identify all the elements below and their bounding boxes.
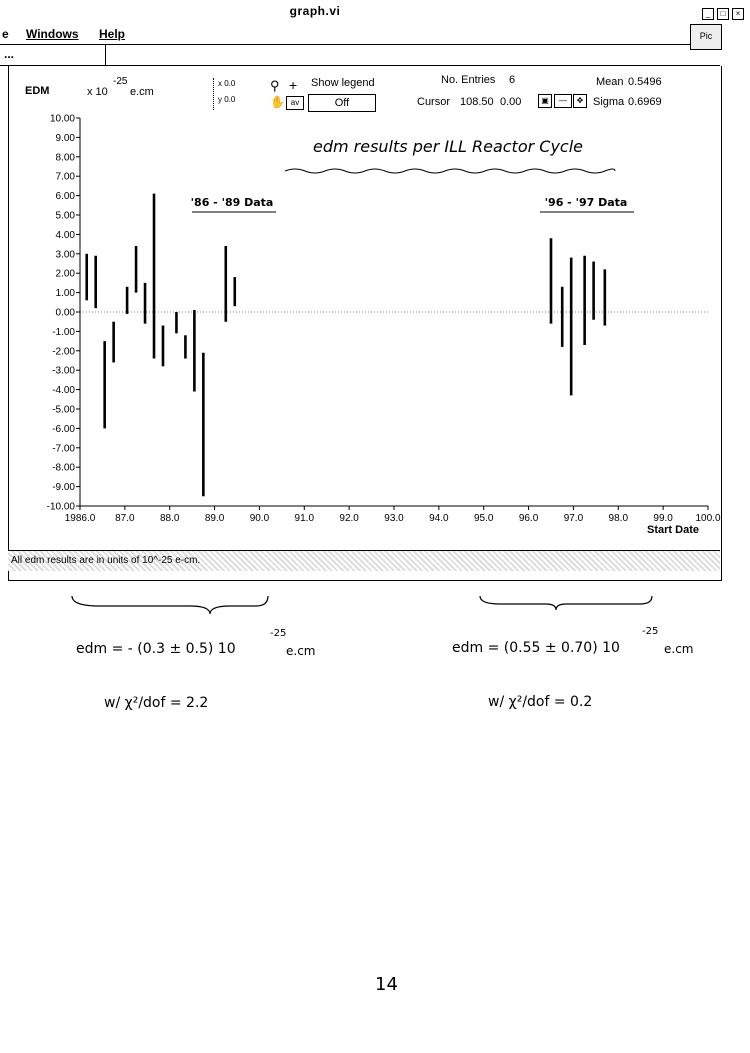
right-unit: e.cm xyxy=(664,642,694,656)
x-tick-label: 91.0 xyxy=(294,513,315,524)
scale-controls xyxy=(213,78,262,110)
left-unit: e.cm xyxy=(286,644,316,658)
menu-item-file[interactable]: e xyxy=(2,27,9,41)
left-result: edm = - (0.3 ± 0.5) 10 xyxy=(76,641,236,657)
x-tick-label: 100.0 xyxy=(695,513,721,524)
menu-item-windows[interactable]: Windows xyxy=(26,27,79,41)
scale-y-readout[interactable]: y 0.0 xyxy=(218,95,236,104)
toolbar-separator xyxy=(105,45,106,65)
y-tick-label: 3.00 xyxy=(55,249,75,261)
x-tick-label: 95.0 xyxy=(473,513,494,524)
x-tick-label: 90.0 xyxy=(249,513,270,524)
mean-label: Mean xyxy=(596,76,624,88)
right-chi: w/ χ²/dof = 0.2 xyxy=(488,694,593,710)
cursor-label: Cursor xyxy=(417,96,451,108)
minimize-button[interactable]: _ xyxy=(702,8,714,20)
y-tick-label: -2.00 xyxy=(52,346,75,358)
x-tick-label: 88.0 xyxy=(159,513,180,524)
toolbar-more-button[interactable]: ... xyxy=(4,47,15,61)
y-tick-label: 7.00 xyxy=(55,171,75,183)
cursor-x-value: 108.50 xyxy=(460,96,494,108)
unit-exponent: -25 xyxy=(113,76,128,87)
window-title: graph.vi xyxy=(289,4,341,18)
cursor-style-icon[interactable]: — xyxy=(554,94,572,108)
x-tick-label: 87.0 xyxy=(115,513,135,524)
close-button[interactable]: × xyxy=(732,8,744,20)
left-brace xyxy=(72,596,268,614)
left-chi: w/ χ²/dof = 2.2 xyxy=(104,695,209,711)
y-tick-label: 9.00 xyxy=(55,132,75,144)
y-tick-label: -1.00 xyxy=(52,326,75,338)
y-tick-label: 10.00 xyxy=(49,113,75,125)
legend-toggle-button[interactable]: Off xyxy=(308,94,376,112)
cursor-y-value: 0.00 xyxy=(500,96,522,108)
show-legend-label: Show legend xyxy=(311,77,375,89)
unit-prefix: x 10 xyxy=(87,86,108,98)
y-tick-label: 6.00 xyxy=(55,191,75,203)
scale-x-readout[interactable]: x 0.0 xyxy=(218,79,236,88)
brace-annotations xyxy=(60,590,680,620)
page-number: 14 xyxy=(375,974,398,995)
right-exponent: -25 xyxy=(642,626,659,637)
x-tick-label: 99.0 xyxy=(653,513,673,524)
cursor-move-icon[interactable]: ✥ xyxy=(573,94,587,108)
y-tick-label: 4.00 xyxy=(55,229,75,241)
status-text: All edm results are in units of 10^-25 e-cm. xyxy=(11,555,201,566)
y-tick-label: 8.00 xyxy=(55,152,75,164)
x-tick-label: 93.0 xyxy=(384,513,404,524)
sigma-label: Sigma xyxy=(593,96,625,108)
cursor-lock-icon[interactable]: ▣ xyxy=(538,94,552,108)
left-exponent: -25 xyxy=(270,628,287,639)
chart-title: edm results per ILL Reactor Cycle xyxy=(312,137,584,156)
zoom-icon[interactable]: ⚲ xyxy=(270,78,280,93)
x-axis-label: Start Date xyxy=(647,524,699,536)
y-tick-label: -5.00 xyxy=(52,404,75,416)
pan-hand-icon[interactable]: ✋ xyxy=(270,95,285,109)
toolbar xyxy=(0,45,720,66)
x-tick-label: 97.0 xyxy=(563,513,584,524)
y-tick-label: -8.00 xyxy=(52,462,75,474)
unit-suffix: e.cm xyxy=(130,86,154,98)
no-entries-value: 6 xyxy=(509,74,516,86)
y-tick-label: -6.00 xyxy=(52,423,75,435)
crosshair-icon[interactable]: + xyxy=(289,77,298,93)
y-tick-label: -9.00 xyxy=(52,482,75,494)
window-controls xyxy=(702,8,744,20)
fit-button[interactable]: av xyxy=(286,96,304,110)
edm-chart xyxy=(0,108,730,540)
menu-bar xyxy=(0,24,690,45)
y-tick-label: 5.00 xyxy=(55,210,75,222)
y-tick-label: -7.00 xyxy=(52,443,75,455)
y-tick-label: 2.00 xyxy=(55,268,75,280)
sigma-value: 0.6969 xyxy=(628,96,662,108)
y-tick-label: -3.00 xyxy=(52,365,75,377)
mean-value: 0.5496 xyxy=(628,76,662,88)
edm-label: EDM xyxy=(25,85,50,97)
right-brace xyxy=(480,596,652,610)
x-tick-label: 96.0 xyxy=(518,513,539,524)
x-tick-label: 98.0 xyxy=(608,513,629,524)
y-tick-label: -4.00 xyxy=(52,385,75,397)
x-tick-label: 1986.0 xyxy=(64,513,96,524)
annotation-86-89: '86 - '89 Data xyxy=(190,196,274,209)
x-tick-label: 94.0 xyxy=(429,513,449,524)
title-underline xyxy=(285,169,615,173)
y-tick-label: 1.00 xyxy=(55,288,75,300)
no-entries-label: No. Entries xyxy=(441,74,496,86)
annotation-96-97: '96 - '97 Data xyxy=(544,196,628,209)
right-result: edm = (0.55 ± 0.70) 10 xyxy=(452,640,620,656)
y-tick-label: -10.00 xyxy=(46,501,75,513)
status-bar xyxy=(8,550,720,571)
maximize-button[interactable]: □ xyxy=(717,8,729,20)
menu-item-help[interactable]: Help xyxy=(99,27,126,41)
x-tick-label: 89.0 xyxy=(204,513,225,524)
side-panel-button[interactable]: Pic xyxy=(690,24,722,50)
y-tick-label: 0.00 xyxy=(55,307,75,319)
x-tick-label: 92.0 xyxy=(339,513,359,524)
